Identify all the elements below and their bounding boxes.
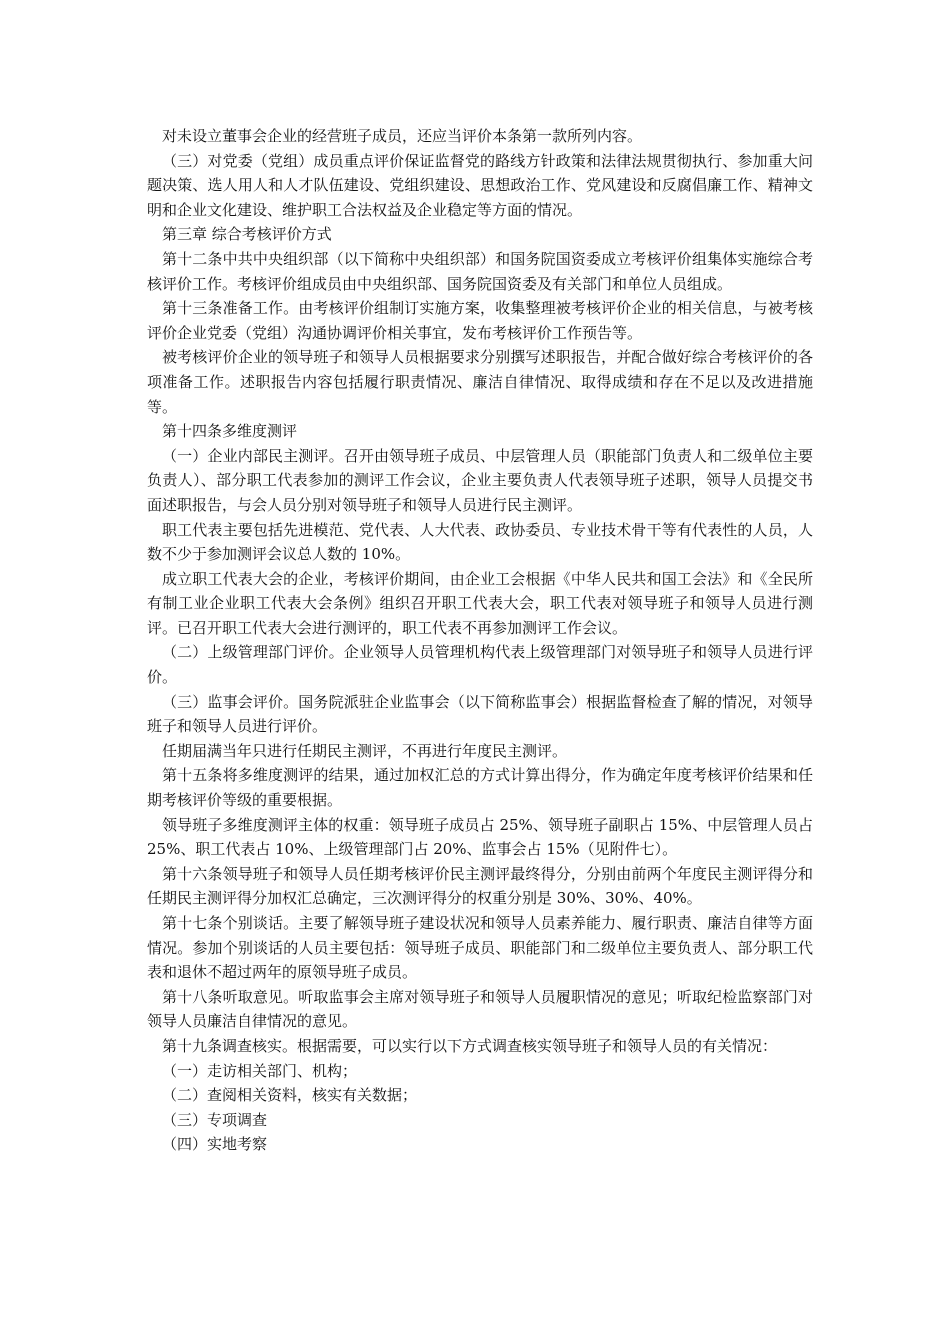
paragraph-15: 领导班子多维度测评主体的权重：领导班子成员占 25%、领导班子副职占 15%、中层管理人员占 25%、职工代表占 10%、上级管理部门占 20%、监事会占 15%（见附件七）。 [147, 815, 813, 859]
paragraph-article-14: 第十四条多维度测评 [162, 422, 298, 441]
paragraph-article-12: 第十二条中共中央组织部（以下简称中央组织部）和国务院国资委成立考核评价组集体实施综合考核评价工作。考核评价组成员由中央组织部、国务院国资委及有关部门和单位人员组成。 [147, 249, 813, 293]
paragraph-article-15: 第十五条将多维度测评的结果，通过加权汇总的方式计算出得分，作为确定年度考核评价结果和任期考核评价等级的重要根据。 [147, 766, 813, 810]
paragraph-article-16: 第十六条领导班子和领导人员任期考核评价民主测评最终得分，分别由前两个年度民主测评得分和任期民主测评得分加权汇总确定，三次测评得分的权重分别是 30%、30%、40%。 [147, 864, 813, 908]
paragraph-2: （三）对党委（党组）成员重点评价保证监督党的路线方针政策和法律法规贯彻执行、参加重大问题决策、选人用人和人才队伍建设、党组织建设、思想政治工作、党风建设和反腐倡廉工作、精神文明和企业文化建设、维护职工合法权益及企业稳定等方面的情况。 [147, 151, 813, 219]
paragraph-9: 职工代表主要包括先进模范、党代表、人大代表、政协委员、专业技术骨干等有代表性的人员，人数不少于参加测评会议总人数的 10%。 [147, 520, 813, 564]
paragraph-article-19: 第十九条调查核实。根据需要，可以实行以下方式调查核实领导班子和领导人员的有关情况： [162, 1036, 778, 1055]
paragraph-8: （一）企业内部民主测评。召开由领导班子成员、中层管理人员（职能部门负责人和二级单位主要负责人）、部分职工代表参加的测评工作会议，企业主要负责人代表领导班子述职，领导人员提交书面述职报告，与会人员分别对领导班子和领导人员进行民主测评。 [147, 446, 813, 514]
paragraph-13: 任期届满当年只进行任期民主测评，不再进行年度民主测评。 [162, 741, 568, 760]
paragraph-article-18: 第十八条听取意见。听取监事会主席对领导班子和领导人员履职情况的意见；听取纪检监察部门对领导人员廉洁自律情况的意见。 [147, 987, 813, 1031]
list-item-3: （三）专项调查 [162, 1110, 268, 1129]
paragraph-10: 成立职工代表大会的企业，考核评价期间，由企业工会根据《中华人民共和国工会法》和《全民所有制工业企业职工代表大会条例》组织召开职工代表大会，职工代表对领导班子和领导人员进行测评。已召开职工代表大会进行测评的，职工代表不再参加测评工作会议。 [147, 569, 813, 637]
list-item-4: （四）实地考察 [162, 1135, 268, 1154]
list-item-2: （二）查阅相关资料，核实有关数据； [162, 1086, 418, 1105]
paragraph-6: 被考核评价企业的领导班子和领导人员根据要求分别撰写述职报告，并配合做好综合考核评价的各项准备工作。述职报告内容包括履行职责情况、廉洁自律情况、取得成绩和存在不足以及改进措施等。 [147, 348, 813, 416]
paragraph-1: 对未设立董事会企业的经营班子成员，还应当评价本条第一款所列内容。 [162, 127, 643, 145]
chapter-heading: 第三章 综合考核评价方式 [162, 225, 332, 244]
list-item-1: （一）走访相关部门、机构； [162, 1061, 358, 1080]
paragraph-12: （三）监事会评价。国务院派驻企业监事会（以下简称监事会）根据监督检查了解的情况，对领导班子和领导人员进行评价。 [147, 692, 813, 736]
document-page [147, 124, 813, 1157]
paragraph-article-17: 第十七条个别谈话。主要了解领导班子建设状况和领导人员素养能力、履行职责、廉洁自律等方面情况。参加个别谈话的人员主要包括：领导班子成员、职能部门和二级单位主要负责人、部分职工代表和退休不超过两年的原领导班子成员。 [147, 914, 813, 982]
paragraph-11: （二）上级管理部门评价。企业领导人员管理机构代表上级管理部门对领导班子和领导人员进行评价。 [147, 643, 813, 687]
paragraph-article-13: 第十三条准备工作。由考核评价组制订实施方案，收集整理被考核评价企业的相关信息，与被考核评价企业党委（党组）沟通协调评价相关事宜，发布考核评价工作预告等。 [147, 299, 813, 342]
